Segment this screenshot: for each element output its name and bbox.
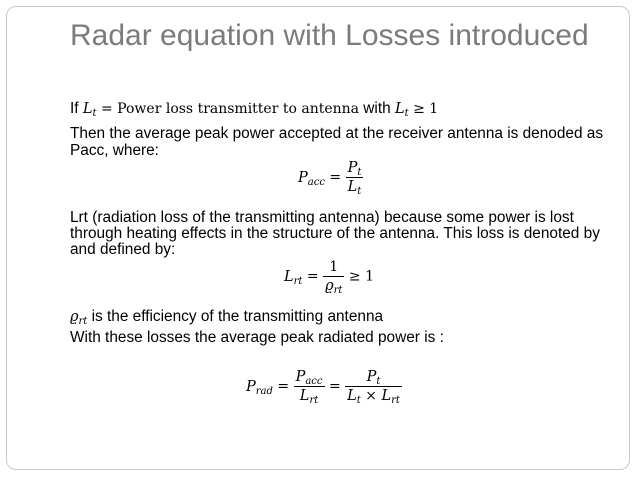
efficiency-line: $ϱ_{rt}$ is the efficiency of the transmitting antenna: [70, 308, 384, 327]
if-text: If: [70, 100, 79, 117]
lt-definition: = Power loss transmitter to antenna: [96, 101, 360, 117]
equation-lrt: $L_{rt}$ = $\frac{1}{ϱ_{rt}}$ ≥ 1: [284, 259, 374, 296]
ge-one: ≥ 1: [408, 101, 439, 117]
equation-prad: $P_{rad}$ = $\frac{P_{acc}}{L_{rt}}$ = $\frac{P_t}{L_t \times L_{rt}}$: [246, 369, 400, 406]
slide-title: Radar equation with Losses introduced: [70, 19, 589, 52]
paragraph-prad: With these losses the average peak radiated power is :: [70, 329, 444, 346]
paragraph-pacc: Then the average peak power accepted at the receiver antenna is denoded as Pacc, where:: [70, 125, 604, 159]
equation-pacc: $P_{acc}$ = $\frac{P_t}{L_t}$: [298, 160, 362, 197]
loss-definition-line: [70, 100, 438, 118]
lt-symbol: $L_t$: [82, 101, 97, 119]
lt-symbol-2: $L_t$: [394, 101, 409, 119]
with-text: with: [359, 100, 395, 117]
paragraph-lrt: Lrt (radiation loss of the transmitting antenna) because some power is lost through heating effects in the structure of the antenna. This loss is denoted by and defined by:: [70, 209, 600, 258]
